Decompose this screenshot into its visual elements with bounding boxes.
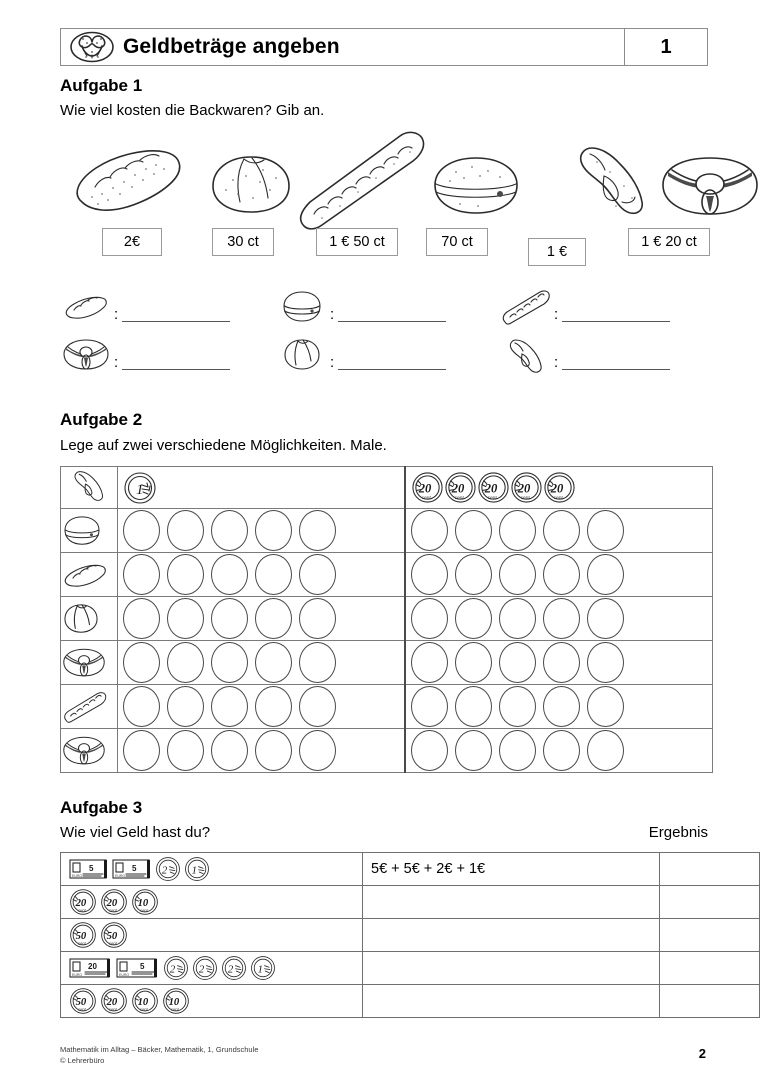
result-cell[interactable] xyxy=(660,853,760,886)
money-cell xyxy=(61,985,363,1018)
equation-cell[interactable] xyxy=(363,886,660,919)
coin-10-ct xyxy=(162,987,190,1015)
blank-circle[interactable] xyxy=(543,598,580,639)
result-cell[interactable] xyxy=(660,985,760,1018)
note-5-euro xyxy=(116,957,160,979)
svg-text:10: 10 xyxy=(137,897,149,910)
blank-circle[interactable] xyxy=(587,554,624,595)
blank-circle[interactable] xyxy=(255,686,292,727)
coin-2-euro xyxy=(163,955,189,981)
money-cell xyxy=(61,952,363,985)
sheet-number: 1 xyxy=(624,29,707,65)
svg-text:20: 20 xyxy=(88,962,97,971)
croissant-icon xyxy=(500,336,552,374)
blank-circle[interactable] xyxy=(499,510,536,551)
row-item-cell xyxy=(61,553,118,597)
blank-circle[interactable] xyxy=(411,642,448,683)
blank-circle[interactable] xyxy=(167,686,204,727)
answer-blank-2[interactable] xyxy=(338,320,446,322)
blank-circle[interactable] xyxy=(255,642,292,683)
table-row xyxy=(61,952,760,985)
blank-circle[interactable] xyxy=(499,554,536,595)
svg-text:EURO: EURO xyxy=(115,874,126,878)
coin-10-ct xyxy=(131,987,159,1015)
table-row xyxy=(61,597,713,641)
svg-text:1: 1 xyxy=(136,481,144,498)
svg-text:cent: cent xyxy=(78,940,86,946)
svg-text:5: 5 xyxy=(132,864,137,873)
svg-text:cent: cent xyxy=(109,1006,117,1012)
task3-table xyxy=(60,852,760,1018)
equation-cell[interactable] xyxy=(363,919,660,952)
price-label-3: 1 € 50 ct xyxy=(316,228,398,256)
table-row xyxy=(61,641,713,685)
table-row xyxy=(61,553,713,597)
task1-answer-area xyxy=(60,288,710,388)
blank-circle[interactable] xyxy=(123,554,160,595)
blank-circle[interactable] xyxy=(211,598,248,639)
svg-text:1: 1 xyxy=(257,963,263,976)
blank-circle[interactable] xyxy=(587,598,624,639)
task3-instruction: Wie viel Geld hast du? xyxy=(60,824,211,841)
note-5-euro xyxy=(112,858,152,880)
price-label-4: 70 ct xyxy=(426,228,488,256)
header-item-cell xyxy=(61,467,118,509)
coin-20-ct xyxy=(444,471,477,504)
row-left-circles[interactable] xyxy=(118,685,406,729)
svg-text:20: 20 xyxy=(550,481,564,496)
svg-text:10: 10 xyxy=(168,996,180,1009)
coin-2-euro xyxy=(155,856,181,882)
row-left-circles[interactable] xyxy=(118,597,406,641)
baguette-icon xyxy=(500,288,552,326)
result-cell[interactable] xyxy=(660,952,760,985)
croissant-icon xyxy=(71,468,107,502)
blank-circle[interactable] xyxy=(167,510,204,551)
task1-title: Aufgabe 1 xyxy=(60,76,143,95)
svg-text:cent: cent xyxy=(171,1006,179,1012)
task2-table xyxy=(60,466,713,773)
coin-20-ct xyxy=(477,471,510,504)
row-left-circles[interactable] xyxy=(118,509,406,553)
answer-separator: : xyxy=(114,306,119,323)
pastry-knot-icon xyxy=(61,646,117,680)
row-left-circles[interactable] xyxy=(118,641,406,685)
blank-circle[interactable] xyxy=(211,510,248,551)
blank-circle[interactable] xyxy=(211,642,248,683)
coin-50-ct xyxy=(69,987,97,1015)
price-label-5: 1 € xyxy=(528,238,586,266)
svg-text:2: 2 xyxy=(161,864,168,877)
blank-circle[interactable] xyxy=(543,730,580,771)
coin-50-ct xyxy=(69,921,97,949)
blank-circle[interactable] xyxy=(123,598,160,639)
worksheet-header xyxy=(60,28,708,66)
row-right-circles[interactable] xyxy=(405,685,713,729)
row-left-circles[interactable] xyxy=(118,729,406,773)
blank-circle[interactable] xyxy=(455,598,492,639)
blank-circle[interactable] xyxy=(543,554,580,595)
svg-text:20: 20 xyxy=(418,481,432,496)
svg-text:cent: cent xyxy=(421,496,431,502)
note-20-euro xyxy=(69,957,113,979)
money-cell xyxy=(61,886,363,919)
blank-circle[interactable] xyxy=(123,686,160,727)
svg-text:cent: cent xyxy=(140,907,148,913)
blank-circle[interactable] xyxy=(299,598,336,639)
baguette-icon xyxy=(61,690,117,724)
blank-circle[interactable] xyxy=(123,510,160,551)
blank-circle[interactable] xyxy=(299,730,336,771)
task2-instruction: Lege auf zwei verschiedene Möglichkeiten. Male. xyxy=(60,437,387,454)
blank-circle[interactable] xyxy=(255,510,292,551)
blank-circle[interactable] xyxy=(455,554,492,595)
answer-separator: : xyxy=(554,306,559,323)
svg-text:20: 20 xyxy=(106,897,118,910)
blank-circle[interactable] xyxy=(543,510,580,551)
blank-circle[interactable] xyxy=(411,598,448,639)
task3-title: Aufgabe 3 xyxy=(60,798,143,817)
equation-cell[interactable] xyxy=(363,952,660,985)
page-title: Geldbeträge angeben xyxy=(123,35,340,58)
svg-text:cent: cent xyxy=(520,496,530,502)
coin-1-euro xyxy=(184,856,210,882)
price-label-6: 1 € 20 ct xyxy=(628,228,710,256)
round-roll-icon xyxy=(276,336,328,374)
svg-text:EURO: EURO xyxy=(72,973,83,977)
blank-circle[interactable] xyxy=(499,730,536,771)
svg-text:50: 50 xyxy=(75,930,87,943)
berliner-donut-icon xyxy=(61,514,117,548)
table-row xyxy=(61,685,713,729)
price-label-1: 2€ xyxy=(102,228,162,256)
answer-separator: : xyxy=(114,354,119,371)
header-left-coins-cell xyxy=(118,467,406,509)
table-header-row xyxy=(61,467,713,509)
coin-1-euro xyxy=(123,471,157,505)
footer-line-1: Mathematik im Alltag – Bäcker, Mathematik, 1, Grundschule xyxy=(60,1045,259,1054)
blank-circle[interactable] xyxy=(455,642,492,683)
table-row xyxy=(61,509,713,553)
svg-text:2: 2 xyxy=(198,963,205,976)
answer-blank-6[interactable] xyxy=(562,368,670,370)
blank-circle[interactable] xyxy=(499,642,536,683)
svg-text:cent: cent xyxy=(553,496,563,502)
coin-50-ct xyxy=(100,921,128,949)
blank-circle[interactable] xyxy=(211,730,248,771)
task1-item-gallery xyxy=(60,128,710,260)
svg-text:cent: cent xyxy=(454,496,464,502)
blank-circle[interactable] xyxy=(587,686,624,727)
svg-text:20: 20 xyxy=(451,481,465,496)
blank-circle[interactable] xyxy=(167,598,204,639)
blank-circle[interactable] xyxy=(411,510,448,551)
svg-text:20: 20 xyxy=(517,481,531,496)
baguette-icon xyxy=(292,128,432,232)
header-right-coins-cell xyxy=(405,467,713,509)
row-item-cell xyxy=(61,685,118,729)
coin-1-euro xyxy=(250,955,276,981)
row-left-circles[interactable] xyxy=(118,553,406,597)
svg-text:50: 50 xyxy=(75,996,87,1009)
pastry-knot-icon xyxy=(60,336,112,374)
answer-separator: : xyxy=(554,354,559,371)
svg-text:5: 5 xyxy=(89,864,94,873)
blank-circle[interactable] xyxy=(587,730,624,771)
coin-2-euro xyxy=(192,955,218,981)
svg-text:2: 2 xyxy=(169,963,176,976)
blank-circle[interactable] xyxy=(587,510,624,551)
result-cell[interactable] xyxy=(660,886,760,919)
footer-credits xyxy=(60,1044,258,1067)
table-row xyxy=(61,985,760,1018)
row-right-circles[interactable] xyxy=(405,553,713,597)
blank-circle[interactable] xyxy=(123,642,160,683)
blank-circle[interactable] xyxy=(255,554,292,595)
task1-instruction: Wie viel kosten die Backwaren? Gib an. xyxy=(60,102,325,119)
blank-circle[interactable] xyxy=(211,686,248,727)
svg-text:20: 20 xyxy=(106,996,118,1009)
coin-20-ct xyxy=(100,987,128,1015)
blank-circle[interactable] xyxy=(411,730,448,771)
svg-text:2: 2 xyxy=(227,963,234,976)
row-right-circles[interactable] xyxy=(405,729,713,773)
blank-circle[interactable] xyxy=(255,730,292,771)
blank-circle[interactable] xyxy=(455,730,492,771)
svg-text:10: 10 xyxy=(137,996,149,1009)
coin-20-ct xyxy=(100,888,128,916)
blank-circle[interactable] xyxy=(167,642,204,683)
coin-20-ct xyxy=(69,888,97,916)
blank-circle[interactable] xyxy=(499,686,536,727)
answer-blank-1[interactable] xyxy=(122,320,230,322)
svg-text:EURO: EURO xyxy=(72,874,83,878)
blank-circle[interactable] xyxy=(299,510,336,551)
result-column-header: Ergebnis xyxy=(648,824,708,841)
blank-circle[interactable] xyxy=(299,686,336,727)
pretzel-icon xyxy=(61,29,123,65)
answer-row-4[interactable] xyxy=(60,336,230,374)
blank-circle[interactable] xyxy=(299,554,336,595)
answer-row-3[interactable] xyxy=(500,288,670,326)
row-item-cell xyxy=(61,729,118,773)
money-cell xyxy=(61,919,363,952)
berliner-donut-icon xyxy=(430,154,522,218)
round-roll-icon xyxy=(61,602,117,636)
blank-circle[interactable] xyxy=(211,554,248,595)
row-right-circles[interactable] xyxy=(405,509,713,553)
coin-20-ct xyxy=(510,471,543,504)
bread-loaf-icon xyxy=(61,561,117,589)
svg-text:cent: cent xyxy=(109,940,117,946)
blank-circle[interactable] xyxy=(255,598,292,639)
svg-text:1: 1 xyxy=(191,864,197,877)
coin-2-euro xyxy=(221,955,247,981)
svg-text:cent: cent xyxy=(109,907,117,913)
equation-cell[interactable] xyxy=(363,985,660,1018)
answer-separator: : xyxy=(330,306,335,323)
blank-circle[interactable] xyxy=(167,554,204,595)
row-item-cell xyxy=(61,597,118,641)
blank-circle[interactable] xyxy=(455,510,492,551)
pastry-knot-icon xyxy=(658,154,762,220)
answer-blank-3[interactable] xyxy=(562,320,670,322)
svg-text:cent: cent xyxy=(140,1006,148,1012)
answer-blank-5[interactable] xyxy=(338,368,446,370)
bread-loaf-icon xyxy=(60,288,112,326)
table-row xyxy=(61,729,713,773)
row-right-circles[interactable] xyxy=(405,597,713,641)
blank-circle[interactable] xyxy=(543,686,580,727)
price-label-2: 30 ct xyxy=(212,228,274,256)
note-5-euro xyxy=(69,858,109,880)
svg-text:EURO: EURO xyxy=(119,973,130,977)
svg-text:5: 5 xyxy=(140,962,145,971)
table-row xyxy=(61,886,760,919)
table-row xyxy=(61,919,760,952)
blank-circle[interactable] xyxy=(499,598,536,639)
coin-20-ct xyxy=(543,471,576,504)
equation-cell[interactable]: 5€ + 5€ + 2€ + 1€ xyxy=(363,853,660,886)
answer-row-5[interactable] xyxy=(276,336,446,374)
row-item-cell xyxy=(61,509,118,553)
blank-circle[interactable] xyxy=(167,730,204,771)
pastry-knot-icon xyxy=(61,734,117,768)
coin-10-ct xyxy=(131,888,159,916)
svg-text:cent: cent xyxy=(487,496,497,502)
answer-blank-4[interactable] xyxy=(122,368,230,370)
blank-circle[interactable] xyxy=(411,686,448,727)
row-item-cell xyxy=(61,641,118,685)
footer-line-2: © Lehrerbüro xyxy=(60,1056,105,1066)
svg-text:20: 20 xyxy=(484,481,498,496)
blank-circle[interactable] xyxy=(587,642,624,683)
page-number: 2 xyxy=(698,1046,706,1061)
svg-text:50: 50 xyxy=(106,930,118,943)
coin-20-ct xyxy=(411,471,444,504)
answer-separator: : xyxy=(330,354,335,371)
croissant-icon xyxy=(572,142,652,222)
result-cell[interactable] xyxy=(660,919,760,952)
blank-circle[interactable] xyxy=(411,554,448,595)
table-row xyxy=(61,853,760,886)
row-right-circles[interactable] xyxy=(405,641,713,685)
coin-group-20ct xyxy=(406,467,712,508)
bread-loaf-icon xyxy=(68,142,190,218)
blank-circle[interactable] xyxy=(123,730,160,771)
svg-text:20: 20 xyxy=(75,897,87,910)
svg-text:cent: cent xyxy=(78,1006,86,1012)
berliner-donut-icon xyxy=(276,288,328,326)
money-cell xyxy=(61,853,363,886)
svg-text:cent: cent xyxy=(78,907,86,913)
answer-row-6[interactable] xyxy=(500,336,670,374)
blank-circle[interactable] xyxy=(299,642,336,683)
task2-title: Aufgabe 2 xyxy=(60,410,143,429)
blank-circle[interactable] xyxy=(543,642,580,683)
answer-row-2[interactable] xyxy=(276,288,446,326)
blank-circle[interactable] xyxy=(455,686,492,727)
round-roll-icon xyxy=(208,150,294,218)
answer-row-1[interactable] xyxy=(60,288,230,326)
